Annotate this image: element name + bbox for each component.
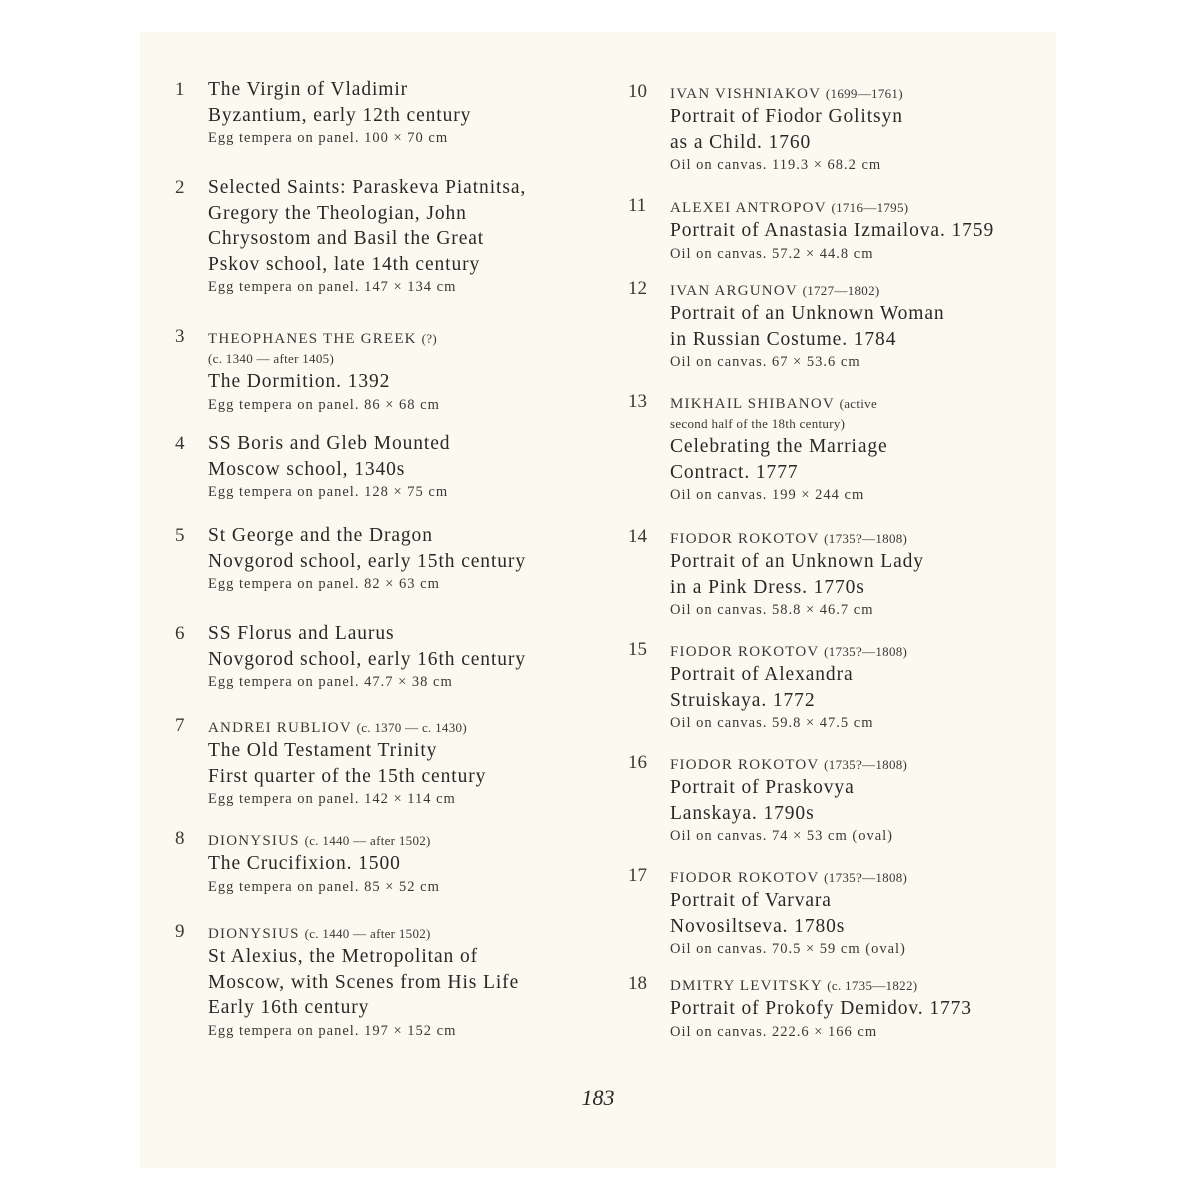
entry-text (208, 431, 450, 502)
title-line: Novgorod school, early 15th century (208, 550, 526, 572)
artist-line (670, 84, 903, 104)
entry-text (670, 642, 907, 733)
title-line: The Old Testament Trinity (208, 740, 438, 761)
artist-dates-cont: second half of the 18th century) (670, 416, 846, 431)
title-line: Portrait of an Unknown Lady (670, 551, 924, 572)
artist-name: DIONYSIUS (208, 833, 300, 849)
artist-dates: (c. 1370 — c. 1430) (356, 720, 467, 735)
artist-line-2 (208, 349, 440, 369)
title-line: in a Pink Dress. 1770s (670, 576, 865, 598)
entry-number: 10 (628, 81, 647, 102)
medium-dimensions: Egg tempera on panel. 147 × 134 cm (208, 279, 457, 295)
artist-name: IVAN VISHNIAKOV (670, 86, 821, 102)
title-line: Celebrating the Marriage (670, 436, 888, 457)
entry-number: 6 (175, 623, 185, 644)
title-line: Novosiltseva. 1780s (670, 915, 846, 937)
catalogue-page (140, 32, 1056, 1168)
entry-text (670, 394, 888, 505)
artist-dates: (active (839, 396, 878, 411)
entry-number: 13 (628, 391, 647, 412)
entry-text (208, 523, 526, 594)
medium-dimensions: Egg tempera on panel. 85 × 52 cm (208, 878, 440, 895)
artist-line (670, 281, 945, 301)
page-number: 183 (581, 1085, 615, 1110)
entry-text (670, 976, 972, 1042)
title-line: Byzantium, early 12th century (208, 104, 472, 126)
artist-dates-cont: (c. 1340 — after 1405) (208, 351, 335, 366)
artist-dates: (1735?—1808) (824, 757, 908, 772)
artist-line (670, 198, 994, 218)
title-line: Contract. 1777 (670, 461, 799, 483)
artist-name: DIONYSIUS (208, 926, 300, 942)
title-line: Portrait of Anastasia Izmailova. 1759 (670, 220, 995, 241)
entry-text (208, 831, 440, 897)
entry-number: 8 (175, 828, 185, 849)
medium-dimensions: Egg tempera on panel. 86 × 68 cm (208, 396, 440, 413)
medium-dimensions: Egg tempera on panel. 82 × 63 cm (208, 576, 440, 592)
title-line: Struiskaya. 1772 (670, 689, 816, 711)
medium-dimensions: Oil on canvas. 58.8 × 46.7 cm (670, 602, 874, 618)
medium-dimensions: Oil on canvas. 74 × 53 cm (oval) (670, 828, 893, 844)
artist-dates: (?) (421, 331, 438, 346)
artist-dates: (c. 1440 — after 1502) (304, 833, 431, 848)
title-line: The Dormition. 1392 (208, 371, 391, 392)
title-line: Portrait of Fiodor Golitsyn (670, 106, 903, 127)
entry-number: 7 (175, 715, 185, 736)
medium-dimensions: Egg tempera on panel. 100 × 70 cm (208, 130, 449, 146)
title-line: Chrysostom and Basil the Great (208, 228, 485, 249)
title-line: Moscow school, 1340s (208, 458, 406, 480)
entry-text (670, 84, 903, 175)
title-line: Portrait of an Unknown Woman (670, 303, 945, 324)
title-line: The Crucifixion. 1500 (208, 853, 401, 874)
artist-name: DMITRY LEVITSKY (670, 978, 823, 994)
artist-line (670, 642, 907, 662)
title-line: Moscow, with Scenes from His Life (208, 971, 520, 993)
title-line: as a Child. 1760 (670, 131, 812, 153)
title-line: Lanskaya. 1790s (670, 802, 815, 824)
medium-dimensions: Egg tempera on panel. 47.7 × 38 cm (208, 674, 453, 690)
entry-text (208, 77, 471, 148)
entry-text (208, 329, 440, 415)
medium-dimensions: Oil on canvas. 57.2 × 44.8 cm (670, 245, 874, 262)
title-line: Pskov school, late 14th century (208, 253, 481, 275)
artist-name: IVAN ARGUNOV (670, 283, 798, 299)
title-line: Gregory the Theologian, John (208, 202, 467, 224)
title-line: in Russian Costume. 1784 (670, 328, 897, 350)
artist-name: FIODOR ROKOTOV (670, 757, 820, 773)
entry-number: 1 (175, 79, 185, 100)
artist-line (208, 329, 440, 349)
entry-text (208, 718, 486, 809)
artist-line (670, 868, 907, 888)
artist-line (208, 718, 486, 738)
artist-name: MIKHAIL SHIBANOV (670, 396, 835, 412)
title-line: SS Boris and Gleb Mounted (208, 433, 451, 454)
entry-text (670, 281, 945, 372)
entry-text (670, 868, 907, 959)
artist-dates: (1735?—1808) (824, 531, 908, 546)
entry-number: 16 (628, 752, 647, 773)
entry-number: 15 (628, 639, 647, 660)
entry-text (670, 198, 994, 264)
title-line: St Alexius, the Metropolitan of (208, 946, 479, 967)
entry-text (208, 621, 526, 692)
title-line: Early 16th century (208, 997, 370, 1018)
artist-line (670, 976, 972, 996)
entry-number: 3 (175, 326, 185, 347)
entry-number: 4 (175, 433, 185, 454)
title-line: Selected Saints: Paraskeva Piatnitsa, (208, 177, 527, 198)
entry-number: 2 (175, 177, 185, 198)
artist-dates: (c. 1735—1822) (827, 978, 918, 993)
artist-dates: (1735?—1808) (824, 644, 908, 659)
title-line: Portrait of Alexandra (670, 664, 854, 685)
title-line: Novgorod school, early 16th century (208, 648, 526, 670)
artist-name: THEOPHANES THE GREEK (208, 331, 417, 347)
medium-dimensions: Egg tempera on panel. 142 × 114 cm (208, 791, 456, 807)
artist-name: FIODOR ROKOTOV (670, 531, 820, 547)
entry-number: 14 (628, 526, 647, 547)
title-line: First quarter of the 15th century (208, 765, 487, 787)
artist-line (670, 529, 924, 549)
entry-number: 5 (175, 525, 185, 546)
entry-text (670, 529, 924, 620)
entry-text (208, 924, 519, 1041)
title-line: The Virgin of Vladimir (208, 79, 409, 100)
medium-dimensions: Oil on canvas. 199 × 244 cm (670, 487, 865, 503)
entry-number: 12 (628, 278, 647, 299)
artist-line (670, 755, 907, 775)
entry-number: 11 (628, 195, 647, 216)
title-line: SS Florus and Laurus (208, 623, 395, 644)
medium-dimensions: Oil on canvas. 222.6 × 166 cm (670, 1023, 878, 1040)
medium-dimensions: Oil on canvas. 67 × 53.6 cm (670, 354, 861, 370)
entry-number: 17 (628, 865, 647, 886)
medium-dimensions: Egg tempera on panel. 197 × 152 cm (208, 1022, 457, 1039)
title-line: Portrait of Praskovya (670, 777, 855, 798)
title-line: Portrait of Varvara (670, 890, 832, 911)
medium-dimensions: Oil on canvas. 70.5 × 59 cm (oval) (670, 941, 906, 957)
entry-number: 9 (175, 921, 185, 942)
artist-dates: (c. 1440 — after 1502) (304, 926, 431, 941)
artist-line (208, 924, 519, 944)
title-line: Portrait of Prokofy Demidov. 1773 (670, 998, 972, 1019)
entry-number: 18 (628, 973, 647, 994)
medium-dimensions: Oil on canvas. 59.8 × 47.5 cm (670, 715, 874, 731)
title-line: St George and the Dragon (208, 525, 433, 546)
medium-dimensions: Egg tempera on panel. 128 × 75 cm (208, 484, 449, 500)
medium-dimensions: Oil on canvas. 119.3 × 68.2 cm (670, 157, 882, 173)
artist-name: ALEXEI ANTROPOV (670, 200, 827, 216)
artist-line-2 (670, 414, 888, 434)
artist-dates: (1727—1802) (802, 283, 880, 298)
artist-dates: (1699—1761) (825, 86, 903, 101)
artist-line (208, 831, 440, 851)
artist-dates: (1735?—1808) (824, 870, 908, 885)
entry-text (670, 755, 907, 846)
entry-text (208, 175, 526, 297)
artist-line (670, 394, 888, 414)
artist-name: ANDREI RUBLIOV (208, 720, 352, 736)
artist-name: FIODOR ROKOTOV (670, 870, 820, 886)
artist-dates: (1716—1795) (831, 200, 909, 215)
artist-name: FIODOR ROKOTOV (670, 644, 820, 660)
